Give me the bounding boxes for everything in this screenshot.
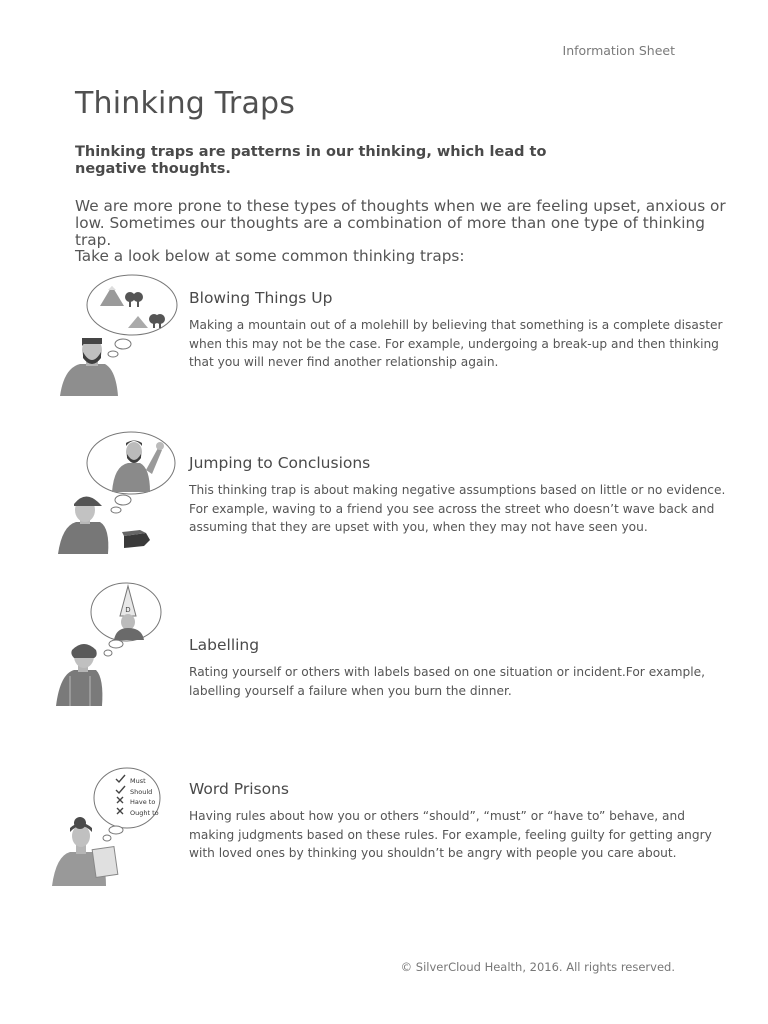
trap-title: Labelling xyxy=(189,636,260,654)
mountain-thought-illustration xyxy=(50,272,180,397)
checklist-thought-illustration xyxy=(50,766,180,891)
dunce-cap-illustration xyxy=(50,582,180,707)
checklist-item: Should xyxy=(130,788,153,796)
mountain-thought-icon xyxy=(50,272,180,397)
trap-description: This thinking trap is about making negative assumptions based on little or no evidence. For example, waving to a friend you see across the street who doesn’t wave back and assuming that they are upset with you, when they may not have seen you. xyxy=(189,483,726,534)
checklist-item: Must xyxy=(130,777,146,785)
checklist-item: Ought to xyxy=(130,809,159,817)
intro-paragraph: We are more prone to these types of thoughts when we are feeling upset, anxious or low. Sometimes our thoughts are a combination of more than one type of thinking trap. xyxy=(75,197,726,249)
copyright-footer: © SilverCloud Health, 2016. All rights reserved. xyxy=(400,960,675,974)
checklist-item: Have to xyxy=(130,798,156,806)
trap-title: Jumping to Conclusions xyxy=(189,454,371,472)
header-label: Information Sheet xyxy=(562,43,675,58)
waving-friend-icon xyxy=(50,430,180,555)
trap-title: Blowing Things Up xyxy=(189,289,333,307)
svg-text:D: D xyxy=(125,606,131,614)
lead-text: Thinking traps are patterns in our thinking, which lead to negative thoughts. xyxy=(75,144,547,177)
trap-description: Rating yourself or others with labels based on one situation or incident.For example, labelling yourself a failure when you burn the dinner. xyxy=(189,665,706,698)
trap-title: Word Prisons xyxy=(189,780,289,798)
page-title: Thinking Traps xyxy=(75,86,296,121)
trap-description: Making a mountain out of a molehill by believing that something is a complete disaster when this may not be the case. For example, undergoing a break-up and then thinking that you will never find another relationship again. xyxy=(189,318,723,369)
list-intro-paragraph: Take a look below at some common thinking traps: xyxy=(75,247,465,265)
checklist-thought-icon xyxy=(50,766,180,891)
trap-description: Having rules about how you or others “should”, “must” or “have to” behave, and making judgments based on these rules. For example, feeling guilty for getting angry with loved ones by thinking you shouldn’t be angry with people you care about. xyxy=(189,809,712,860)
waving-friend-illustration xyxy=(50,430,180,555)
dunce-cap-icon xyxy=(50,582,180,707)
